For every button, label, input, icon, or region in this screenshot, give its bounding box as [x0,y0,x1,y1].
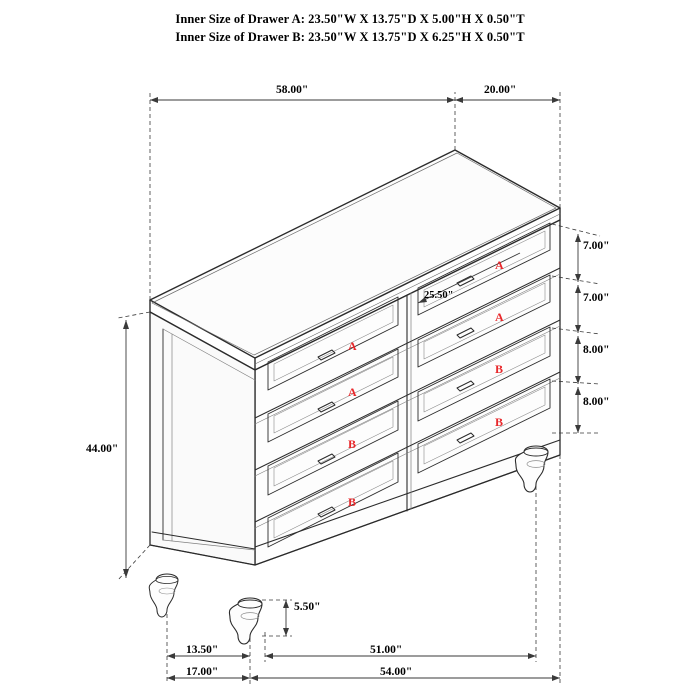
drawer-label-left-1: A [348,339,357,353]
dim-drawer-width: 25.50" [424,290,454,301]
dim-base-left: 13.50" [186,644,219,656]
dim-total-height: 44.00" [86,443,119,455]
dim-drawer-h1: 7.00" [583,240,610,252]
dim-top-width-side: 20.00" [484,84,517,96]
drawer-label-left-3: B [348,437,357,451]
dim-leg-height: 5.50" [294,601,321,613]
drawer-label-right-4: B [495,415,504,429]
drawer-label-right-1: A [495,258,504,272]
dim-top-width-front: 58.00" [276,84,309,96]
drawer-label-left-2: A [348,385,357,399]
dim-drawer-h4: 8.00" [583,396,610,408]
dim-drawer-h2: 7.00" [583,292,610,304]
drawer-label-right-2: A [495,310,504,324]
drawer-b-spec: Inner Size of Drawer B: 23.50"W X 13.75"D X 6.25"H X 0.50"T [175,30,525,44]
drawer-a-spec: Inner Size of Drawer A: 23.50"W X 13.75"D X 5.00"H X 0.50"T [175,12,525,26]
dim-base-right: 51.00" [370,644,403,656]
drawer-label-left-4: B [348,495,357,509]
drawer-label-right-3: B [495,362,504,376]
dim-base-left-outer: 17.00" [186,666,219,678]
dim-drawer-h3: 8.00" [583,344,610,356]
dim-base-total: 54.00" [380,666,413,678]
